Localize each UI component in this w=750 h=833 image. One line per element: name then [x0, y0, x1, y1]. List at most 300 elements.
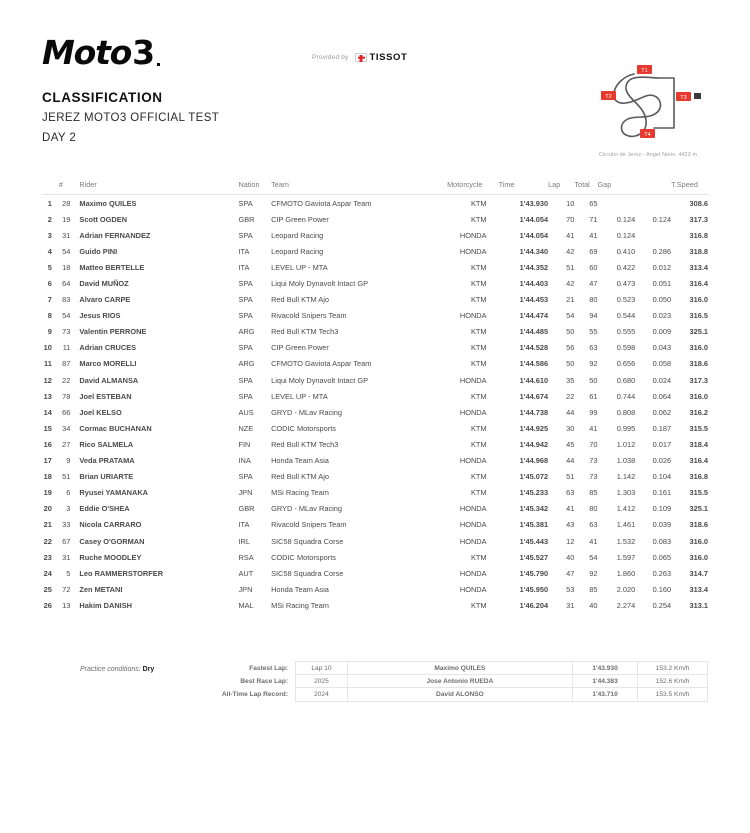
- cell-lap-time: 1'44.925: [519, 423, 549, 433]
- cell-record-speed: 152.6 Km/h: [638, 675, 708, 688]
- cell-lap-time: 1'44.453: [519, 295, 549, 305]
- cell-interval: 0.039: [652, 520, 672, 530]
- cell-top-speed: 318.6: [689, 359, 708, 369]
- cell-motorcycle: KTM: [470, 279, 487, 289]
- cell-rider-name: Hakim DANISH: [79, 600, 132, 610]
- title-block: [42, 88, 219, 148]
- cell-rider-number: 64: [62, 279, 71, 289]
- cell-motorcycle: KTM: [470, 472, 487, 482]
- cell-motorcycle: HONDA: [459, 568, 487, 578]
- cell-total-laps: 40: [589, 600, 598, 610]
- col-lap: Lap: [548, 180, 574, 195]
- cell-top-speed: 316.0: [689, 552, 708, 562]
- cell-team: CODIC Motorsports: [271, 423, 336, 433]
- cell-rider-name: Eddie O'SHEA: [79, 504, 130, 514]
- table-row: [42, 404, 708, 420]
- cell-team: Red Bull KTM Tech3: [271, 439, 339, 449]
- cell-lap: 44: [566, 456, 575, 466]
- cell-gap: 0.744: [616, 391, 636, 401]
- cell-nation: GBR: [238, 504, 255, 514]
- cell-rider-number: 18: [62, 262, 71, 272]
- cell-motorcycle: KTM: [470, 262, 487, 272]
- cell-top-speed: 318.8: [689, 246, 708, 256]
- cell-rider-name: Maximo QUILES: [79, 198, 137, 208]
- cell-rider-name: Jesus RIOS: [79, 311, 121, 321]
- cell-lap: 31: [566, 600, 575, 610]
- cell-position: 7: [47, 295, 52, 305]
- cell-nation: AUT: [238, 568, 254, 578]
- cell-rider-name: Zen METANI: [79, 584, 123, 594]
- cell-rider-name: Ryusei YAMANAKA: [79, 488, 148, 498]
- cell-lap: 22: [566, 391, 575, 401]
- cell-rider-name: Brian URIARTE: [79, 472, 134, 482]
- cell-team: SIC58 Squadra Corse: [271, 536, 344, 546]
- cell-position: 5: [47, 262, 52, 272]
- cell-motorcycle: KTM: [470, 295, 487, 305]
- cell-top-speed: 318.6: [689, 520, 708, 530]
- cell-record-time: 1'43.930: [572, 662, 637, 675]
- cell-team: Red Bull KTM Ajo: [271, 472, 329, 482]
- sheet-header: [0, 0, 750, 160]
- col-motorcycle: Motorcycle: [447, 180, 498, 195]
- cell-position: 17: [43, 456, 52, 466]
- cell-total-laps: 71: [589, 214, 598, 224]
- cell-position: 26: [43, 600, 52, 610]
- cell-lap-time: 1'44.352: [519, 262, 549, 272]
- cell-position: 23: [43, 552, 52, 562]
- cell-total-laps: 65: [589, 198, 598, 208]
- cell-nation: ARG: [238, 327, 255, 337]
- cell-nation: GBR: [238, 214, 255, 224]
- cell-motorcycle: HONDA: [459, 407, 487, 417]
- cell-position: 16: [43, 439, 52, 449]
- cell-gap: 0.995: [616, 423, 636, 433]
- table-row: [42, 597, 708, 613]
- cell-lap-time: 1'44.942: [519, 439, 549, 449]
- cell-nation: ITA: [238, 262, 250, 272]
- table-row: [42, 388, 708, 404]
- cell-motorcycle: KTM: [470, 359, 487, 369]
- cell-lap: 30: [566, 423, 575, 433]
- cell-record-label: Fastest Lap:: [249, 664, 289, 672]
- cell-rider-number: 78: [62, 391, 71, 401]
- cell-rider-name: Matteo BERTELLE: [79, 262, 145, 272]
- cell-rider-name: Guido PINI: [79, 246, 118, 256]
- cell-lap-time: 1'45.233: [519, 488, 549, 498]
- record-row: [192, 662, 708, 675]
- cell-total-laps: 80: [589, 504, 598, 514]
- cell-nation: IRL: [238, 536, 250, 546]
- cell-rider-name: David MUÑOZ: [79, 279, 129, 289]
- results-table-head: [42, 180, 708, 195]
- cell-rider-number: 11: [62, 343, 71, 353]
- cell-gap: 1.860: [616, 568, 636, 578]
- page-title: CLASSIFICATION: [42, 90, 163, 105]
- table-header-row: [42, 180, 708, 195]
- cell-rider-number: 54: [62, 246, 71, 256]
- cell-gap: 1.532: [616, 536, 636, 546]
- cell-record-speed: 153.5 Km/h: [638, 688, 708, 701]
- cell-rider-name: Marco MORELLI: [79, 359, 137, 369]
- cell-team: Liqui Moly Dynavolt Intact GP: [271, 375, 369, 385]
- cell-motorcycle: KTM: [470, 488, 487, 498]
- cell-team: CFMOTO Gaviota Aspar Team: [271, 198, 372, 208]
- cell-record-time: 1'43.710: [572, 688, 637, 701]
- cell-rider-number: 31: [62, 230, 71, 240]
- cell-motorcycle: HONDA: [459, 536, 487, 546]
- cell-gap: 1.597: [616, 552, 636, 562]
- cell-interval: 0.051: [652, 279, 672, 289]
- cell-rider-name: David ALMANSA: [79, 375, 139, 385]
- cell-total-laps: 85: [589, 584, 598, 594]
- cell-lap: 47: [566, 568, 575, 578]
- cell-gap: 1.461: [616, 520, 636, 530]
- cell-team: CIP Green Power: [271, 343, 329, 353]
- cell-total-laps: 41: [589, 230, 598, 240]
- cell-lap-time: 1'44.474: [519, 311, 549, 321]
- cell-lap: 42: [566, 246, 575, 256]
- cell-motorcycle: KTM: [470, 198, 487, 208]
- cell-motorcycle: KTM: [470, 600, 487, 610]
- cell-rider-number: 31: [62, 552, 71, 562]
- col-nation: Nation: [238, 180, 271, 195]
- cell-gap: 1.012: [616, 439, 636, 449]
- table-row: [42, 259, 708, 275]
- table-row: [42, 581, 708, 597]
- cell-total-laps: 70: [589, 439, 598, 449]
- cell-total-laps: 60: [589, 262, 598, 272]
- cell-rider-number: 9: [66, 456, 71, 466]
- cell-position: 4: [47, 246, 52, 256]
- table-row: [42, 469, 708, 485]
- cell-lap-time: 1'46.204: [519, 600, 549, 610]
- cell-interval: 0.161: [652, 488, 672, 498]
- cell-lap: 51: [566, 262, 575, 272]
- cell-top-speed: 325.1: [689, 504, 708, 514]
- cell-position: 19: [43, 488, 52, 498]
- cell-team: GRYD - MLav Racing: [271, 407, 342, 417]
- col-time: Time: [499, 180, 549, 195]
- cell-rider-name: Joel ESTEBAN: [79, 391, 132, 401]
- cell-nation: SPA: [238, 472, 253, 482]
- cell-team: LEVEL UP - MTA: [271, 391, 328, 401]
- table-row: [42, 195, 708, 212]
- col-total: Total: [574, 180, 597, 195]
- results-table: [42, 180, 708, 613]
- cell-gap: 0.598: [616, 343, 636, 353]
- provided-by-label: Provided by: [312, 54, 349, 61]
- cell-total-laps: 92: [589, 359, 598, 369]
- cell-lap: 50: [566, 359, 575, 369]
- cell-motorcycle: KTM: [470, 391, 487, 401]
- cell-interval: 0.263: [652, 568, 672, 578]
- cell-lap: 43: [566, 520, 575, 530]
- cell-nation: JPN: [238, 488, 253, 498]
- cell-team: Red Bull KTM Ajo: [271, 295, 329, 305]
- cell-position: 9: [47, 327, 52, 337]
- table-row: [42, 549, 708, 565]
- cell-lap-time: 1'44.738: [519, 407, 549, 417]
- practice-conditions-label: Practice conditions:: [80, 666, 141, 673]
- cell-team: Red Bull KTM Tech3: [271, 327, 339, 337]
- table-row: [42, 324, 708, 340]
- cell-rider-name: Casey O'GORMAN: [79, 536, 145, 546]
- cell-gap: 1.303: [616, 488, 636, 498]
- cell-gap: 1.412: [616, 504, 636, 514]
- cell-rider-number: 73: [62, 327, 71, 337]
- cell-interval: [635, 227, 671, 243]
- cell-interval: 0.160: [652, 584, 672, 594]
- svg-text:T1: T1: [641, 67, 648, 74]
- cell-rider-name: Ruche MOODLEY: [79, 552, 142, 562]
- cell-rider-number: 33: [62, 520, 71, 530]
- cell-lap: 21: [566, 295, 575, 305]
- cell-rider-name: Rico SALMELA: [79, 439, 134, 449]
- cell-gap: 0.124: [616, 214, 636, 224]
- cell-lap-time: 1'44.054: [519, 230, 549, 240]
- cell-position: 10: [43, 343, 52, 353]
- cell-interval: 0.012: [652, 262, 672, 272]
- cell-lap-time: 1'45.443: [519, 536, 549, 546]
- cell-lap-time: 1'45.342: [519, 504, 549, 514]
- cell-position: 3: [47, 230, 52, 240]
- cell-top-speed: 315.5: [689, 488, 708, 498]
- cell-position: 15: [43, 423, 52, 433]
- cell-gap: 1.142: [616, 472, 636, 482]
- cell-lap: 41: [566, 504, 575, 514]
- practice-conditions: [80, 666, 154, 673]
- cell-total-laps: 63: [589, 520, 598, 530]
- cell-nation: NZE: [238, 423, 254, 433]
- cell-position: 22: [43, 536, 52, 546]
- cell-nation: FIN: [238, 439, 251, 449]
- cell-motorcycle: KTM: [470, 214, 487, 224]
- cell-lap: 63: [566, 488, 575, 498]
- cell-position: 13: [43, 391, 52, 401]
- table-row: [42, 501, 708, 517]
- cell-top-speed: 317.3: [689, 375, 708, 385]
- cell-position: 2: [47, 214, 52, 224]
- cell-rider-number: 28: [62, 198, 71, 208]
- cell-total-laps: 55: [589, 327, 598, 337]
- cell-motorcycle: KTM: [470, 343, 487, 353]
- cell-lap: 70: [566, 214, 575, 224]
- cell-rider-name: Scott OGDEN: [79, 214, 128, 224]
- record-row: [192, 688, 708, 701]
- cell-lap-time: 1'44.586: [519, 359, 549, 369]
- cell-nation: SPA: [238, 343, 253, 353]
- results-table-body: [42, 195, 708, 614]
- cell-interval: [635, 195, 671, 212]
- cell-interval: 0.062: [652, 407, 672, 417]
- cell-top-speed: 314.7: [689, 568, 708, 578]
- logo-word: Moto: [42, 33, 132, 72]
- cell-lap: 42: [566, 279, 575, 289]
- cell-interval: 0.064: [652, 391, 672, 401]
- cell-lap-time: 1'45.527: [519, 552, 549, 562]
- cell-team: Honda Team Asia: [271, 456, 329, 466]
- cell-gap: 0.124: [616, 230, 636, 240]
- cell-interval: 0.083: [652, 536, 672, 546]
- cell-nation: ITA: [238, 520, 250, 530]
- table-row: [42, 372, 708, 388]
- cell-interval: 0.009: [652, 327, 672, 337]
- cell-team: Leopard Racing: [271, 246, 324, 256]
- cell-rider-number: 51: [62, 472, 71, 482]
- table-row: [42, 485, 708, 501]
- table-row: [42, 227, 708, 243]
- cell-total-laps: 54: [589, 552, 598, 562]
- cell-lap: 44: [566, 407, 575, 417]
- cell-team: GRYD - MLav Racing: [271, 504, 342, 514]
- col-number: #: [59, 180, 80, 195]
- cell-motorcycle: HONDA: [459, 520, 487, 530]
- cell-top-speed: 316.8: [689, 472, 708, 482]
- cell-team: CIP Green Power: [271, 214, 329, 224]
- cell-team: LEVEL UP - MTA: [271, 262, 328, 272]
- cell-interval: 0.109: [652, 504, 672, 514]
- practice-conditions-value: Dry: [142, 666, 155, 673]
- cell-lap: 53: [566, 584, 575, 594]
- cell-nation: SPA: [238, 375, 253, 385]
- cell-top-speed: 317.3: [689, 214, 708, 224]
- cell-lap-time: 1'44.403: [519, 279, 549, 289]
- cell-top-speed: 316.5: [689, 311, 708, 321]
- cell-top-speed: 308.6: [689, 198, 708, 208]
- cell-gap: 2.274: [616, 600, 636, 610]
- cell-rider-name: Veda PRATAMA: [79, 456, 135, 466]
- cell-total-laps: 92: [589, 568, 598, 578]
- cell-position: 1: [47, 198, 52, 208]
- cell-position: 20: [43, 504, 52, 514]
- cell-nation: RSA: [238, 552, 254, 562]
- cell-rider-number: 67: [62, 536, 71, 546]
- cell-rider-name: Adrian FERNANDEZ: [79, 230, 151, 240]
- cell-team: MSi Racing Team: [271, 600, 329, 610]
- cell-total-laps: 73: [589, 472, 598, 482]
- cell-interval: 0.286: [652, 246, 672, 256]
- cell-team: Rivacold Snipers Team: [271, 520, 347, 530]
- cell-rider-number: 72: [62, 584, 71, 594]
- col-interval: [635, 180, 671, 195]
- cell-rider-number: 54: [62, 311, 71, 321]
- record-row: [192, 675, 708, 688]
- cell-top-speed: 316.0: [689, 536, 708, 546]
- cell-nation: SPA: [238, 391, 253, 401]
- cell-motorcycle: HONDA: [459, 230, 487, 240]
- cell-motorcycle: KTM: [470, 552, 487, 562]
- cell-gap: 0.523: [616, 295, 636, 305]
- cell-team: Rivacold Snipers Team: [271, 311, 347, 321]
- tissot-wordmark: TISSOT: [369, 52, 408, 63]
- cell-position: 8: [47, 311, 52, 321]
- cell-interval: 0.254: [652, 600, 672, 610]
- svg-text:T3: T3: [680, 94, 687, 101]
- cell-record-time: 1'44.383: [572, 675, 637, 688]
- cell-rider-number: 13: [62, 600, 71, 610]
- table-row: [42, 211, 708, 227]
- cell-lap: 35: [566, 375, 575, 385]
- cell-gap: 0.410: [616, 246, 636, 256]
- cell-rider-number: 3: [66, 504, 71, 514]
- cell-position: 18: [43, 472, 52, 482]
- swiss-flag-icon: [355, 53, 367, 62]
- table-row: [42, 453, 708, 469]
- circuit-track-icon: [588, 58, 708, 144]
- cell-nation: SPA: [238, 230, 253, 240]
- col-position: [42, 180, 59, 195]
- cell-interval: 0.065: [652, 552, 672, 562]
- cell-top-speed: 316.2: [689, 407, 708, 417]
- table-row: [42, 243, 708, 259]
- cell-total-laps: 47: [589, 279, 598, 289]
- cell-record-speed: 153.2 Km/h: [638, 662, 708, 675]
- cell-gap: 1.038: [616, 456, 636, 466]
- cell-position: 12: [43, 375, 52, 385]
- cell-gap: 0.473: [616, 279, 636, 289]
- cell-record-rider: David ALONSO: [347, 688, 572, 701]
- table-row: [42, 517, 708, 533]
- cell-top-speed: 316.0: [689, 391, 708, 401]
- table-row: [42, 565, 708, 581]
- cell-interval: 0.023: [652, 311, 672, 321]
- cell-total-laps: 73: [589, 456, 598, 466]
- moto3-logo: [42, 33, 160, 72]
- event-day: DAY 2: [42, 131, 77, 144]
- cell-position: 14: [43, 407, 52, 417]
- cell-total-laps: 41: [589, 423, 598, 433]
- cell-lap: 10: [566, 198, 575, 208]
- svg-text:T2: T2: [605, 93, 612, 100]
- cell-lap-time: 1'44.968: [519, 456, 549, 466]
- cell-motorcycle: HONDA: [459, 504, 487, 514]
- cell-lap-time: 1'45.790: [519, 568, 549, 578]
- cell-lap: 12: [566, 536, 575, 546]
- cell-lap: 56: [566, 343, 575, 353]
- cell-team: CFMOTO Gaviota Aspar Team: [271, 359, 372, 369]
- cell-lap: 41: [566, 230, 575, 240]
- table-row: [42, 292, 708, 308]
- cell-top-speed: 313.4: [689, 584, 708, 594]
- cell-team: MSi Racing Team: [271, 488, 329, 498]
- cell-lap: 45: [566, 439, 575, 449]
- cell-total-laps: 85: [589, 488, 598, 498]
- cell-gap: 0.544: [616, 311, 636, 321]
- cell-top-speed: 313.4: [689, 262, 708, 272]
- tissot-logo: [355, 52, 408, 63]
- cell-nation: MAL: [238, 600, 254, 610]
- cell-record-rider: Jose Antonio RUEDA: [347, 675, 572, 688]
- cell-motorcycle: HONDA: [459, 456, 487, 466]
- cell-top-speed: 316.0: [689, 295, 708, 305]
- col-gap: Gap: [597, 180, 635, 195]
- cell-total-laps: 94: [589, 311, 598, 321]
- cell-gap: 2.020: [616, 584, 636, 594]
- cell-nation: AUS: [238, 407, 254, 417]
- cell-motorcycle: HONDA: [459, 375, 487, 385]
- cell-rider-number: 66: [62, 407, 71, 417]
- cell-gap: [597, 195, 635, 212]
- cell-record-year: 2024: [296, 688, 348, 701]
- cell-interval: 0.043: [652, 343, 672, 353]
- cell-rider-number: 5: [66, 568, 71, 578]
- cell-lap-time: 1'45.950: [519, 584, 549, 594]
- cell-gap: 0.656: [616, 359, 636, 369]
- table-row: [42, 275, 708, 291]
- cell-motorcycle: HONDA: [459, 246, 487, 256]
- cell-team: SIC58 Squadra Corse: [271, 568, 344, 578]
- cell-rider-number: 87: [62, 359, 71, 369]
